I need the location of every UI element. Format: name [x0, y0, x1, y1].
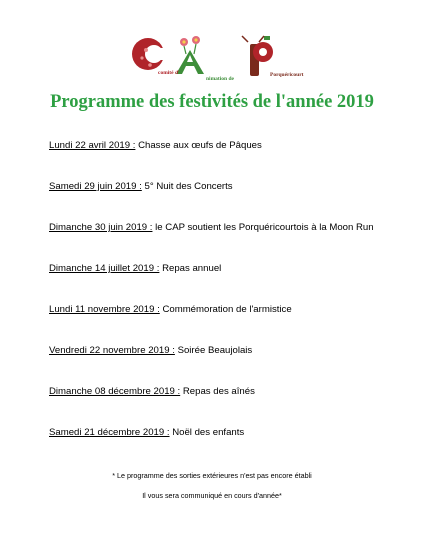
event-label: Chasse aux œufs de Pâques [138, 140, 262, 151]
event-date: Dimanche 30 juin 2019 : [49, 222, 153, 233]
event-date: Dimanche 14 juillet 2019 : [49, 263, 160, 274]
event-item [49, 427, 419, 468]
event-label: Noël des enfants [172, 427, 245, 438]
event-label: Soirée Beaujolais [177, 345, 253, 356]
logo-line-1: comité d' [158, 70, 180, 76]
event-list [49, 140, 419, 468]
event-item [49, 345, 419, 386]
event-date: Vendredi 22 novembre 2019 : [49, 345, 175, 356]
footnote-line-2: Il vous sera communiqué en cours d'année* [142, 491, 282, 500]
event-item [49, 181, 419, 222]
event-date: Dimanche 08 décembre 2019 : [49, 386, 181, 397]
event-label: Repas annuel [162, 263, 222, 274]
event-date: Samedi 29 juin 2019 : [49, 181, 142, 192]
event-label: 5° Nuit des Concerts [144, 181, 233, 192]
event-date: Lundi 11 novembre 2019 : [49, 304, 160, 315]
event-date: Samedi 21 décembre 2019 : [49, 427, 170, 438]
event-item [49, 222, 419, 263]
event-label: Commémoration de l'armistice [162, 304, 292, 315]
logo-line-3: Porquéricourt [270, 72, 304, 78]
event-label: le CAP soutient les Porquéricourtois à la Moon Run [155, 222, 374, 233]
event-item [49, 140, 419, 181]
footnote-line-1: * Le programme des sorties extérieures n'est pas encore établi [112, 471, 312, 480]
page-title: Programme des festivités de l'année 2019 [50, 92, 374, 112]
event-item [49, 304, 419, 345]
cap-logo [124, 34, 324, 86]
event-date: Lundi 22 avril 2019 : [49, 140, 136, 151]
logo-line-2: nimation de [206, 76, 234, 82]
event-item [49, 386, 419, 427]
event-item [49, 263, 419, 304]
event-label: Repas des aînés [182, 386, 255, 397]
